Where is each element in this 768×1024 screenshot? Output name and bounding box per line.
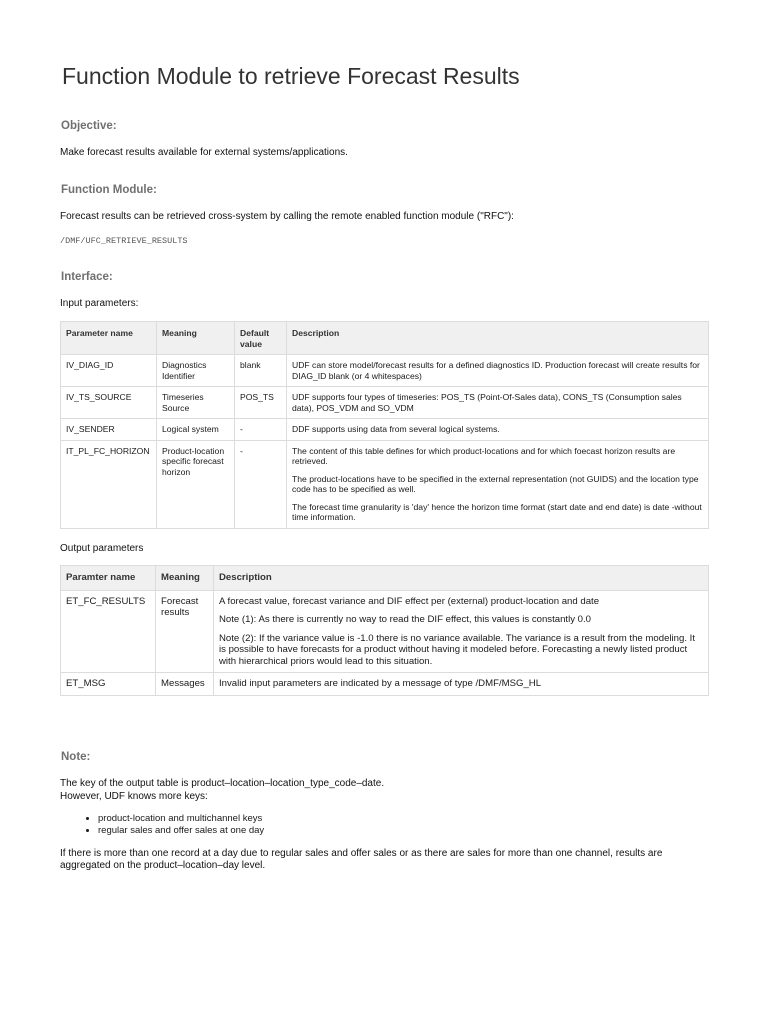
description-text: The product-locations have to be specified in the external representation (not GUIDS) and the location type code has to be specified as well. — [292, 473, 699, 494]
description-text: The forecast time granularity is 'day' hence the horizon time format (start date and end date) is date -without time information. — [292, 501, 702, 522]
default-value-cell: - — [235, 419, 287, 441]
parameter-name-cell: IV_DIAG_ID — [61, 355, 157, 387]
column-header: Meaning — [156, 566, 214, 591]
meaning-cell: Diagnostics Identifier — [157, 355, 235, 387]
list-item: • regular sales and offer sales at one day — [98, 825, 264, 837]
column-header: Default value — [235, 322, 287, 355]
note-bullet-list — [80, 813, 264, 837]
meaning-cell: Timeseries Source — [157, 387, 235, 419]
table-row — [61, 387, 709, 419]
default-value-cell: - — [235, 440, 287, 528]
table-header-row — [61, 566, 709, 591]
description-text: UDF can store model/forecast results for a defined diagnostics ID. Production forecast will create results for DIAG_ID blank (or 4 whitespaces) — [292, 360, 700, 381]
table-row — [61, 590, 709, 673]
output-parameters-label: Output parameters — [60, 543, 144, 554]
description-text: UDF supports four types of timeseries: POS_TS (Point-Of-Sales data), CONS_TS (Consumption sales data), POS_VDM and SO_VDM — [292, 392, 682, 413]
note-line-2: However, UDF knows more keys: — [60, 791, 208, 802]
description-cell — [214, 673, 709, 696]
objective-heading: Objective: — [61, 120, 117, 132]
objective-text: Make forecast results available for external systems/applications. — [60, 147, 348, 158]
parameter-name-cell: IV_TS_SOURCE — [61, 387, 157, 419]
function-module-heading: Function Module: — [61, 184, 157, 196]
description-cell — [287, 355, 709, 387]
default-value-cell: POS_TS — [235, 387, 287, 419]
parameter-name-cell: IT_PL_FC_HORIZON — [61, 440, 157, 528]
input-parameters-table — [60, 321, 709, 529]
meaning-cell: Messages — [156, 673, 214, 696]
interface-heading: Interface: — [61, 271, 113, 283]
table-row — [61, 419, 709, 441]
meaning-cell: Forecast results — [156, 590, 214, 673]
description-cell — [287, 387, 709, 419]
column-header: Paramter name — [61, 566, 156, 591]
output-parameters-table — [60, 565, 709, 696]
column-header: Parameter name — [61, 322, 157, 355]
description-cell — [287, 440, 709, 528]
page-title: Function Module to retrieve Forecast Results — [62, 63, 520, 89]
description-text: Invalid input parameters are indicated by a message of type /DMF/MSG_HL — [219, 678, 542, 689]
parameter-name-cell: ET_FC_RESULTS — [61, 590, 156, 673]
meaning-cell: Logical system — [157, 419, 235, 441]
table-row — [61, 440, 709, 528]
default-value-cell: blank — [235, 355, 287, 387]
function-module-code: /DMF/UFC_RETRIEVE_RESULTS — [60, 236, 188, 246]
description-cell — [214, 590, 709, 673]
table-header-row — [61, 322, 709, 355]
table-row — [61, 673, 709, 696]
description-text: DDF supports using data from several logical systems. — [292, 424, 500, 434]
description-cell — [287, 419, 709, 441]
parameter-name-cell: ET_MSG — [61, 673, 156, 696]
description-text: The content of this table defines for which product-locations and for which foecast horizon results are retrieved. — [292, 445, 676, 466]
note-line-1: The key of the output table is product–location–location_type_code–date. — [60, 778, 385, 789]
description-text: A forecast value, forecast variance and DIF effect per (external) product-location and date — [219, 595, 600, 607]
note-closing-text: If there is more than one record at a day due to regular sales and offer sales or as there are sales for more than one channel, results are aggregated on the product–location–day level. — [60, 848, 663, 871]
description-text: Note (2): If the variance value is -1.0 there is no variance available. The variance is a result from the modeling. It is possible to have forecasts for a product without having it modeled before. Forecasting a newly listed product with hierarchical priors would lead to this situation. — [219, 632, 696, 667]
parameter-name-cell: IV_SENDER — [61, 419, 157, 441]
list-item: • product-location and multichannel keys — [98, 813, 264, 825]
column-header: Meaning — [157, 322, 235, 355]
meaning-cell: Product-location specific forecast horizon — [157, 440, 235, 528]
note-heading: Note: — [61, 751, 91, 763]
description-text: Note (1): As there is currently no way to read the DIF effect, this values is constantly 0.0 — [219, 614, 592, 625]
table-row — [61, 355, 709, 387]
input-parameters-label: Input parameters: — [60, 298, 139, 309]
function-module-text: Forecast results can be retrieved cross-system by calling the remote enabled function module ("RFC"): — [60, 211, 514, 222]
column-header: Description — [287, 322, 709, 355]
column-header: Description — [214, 566, 709, 591]
